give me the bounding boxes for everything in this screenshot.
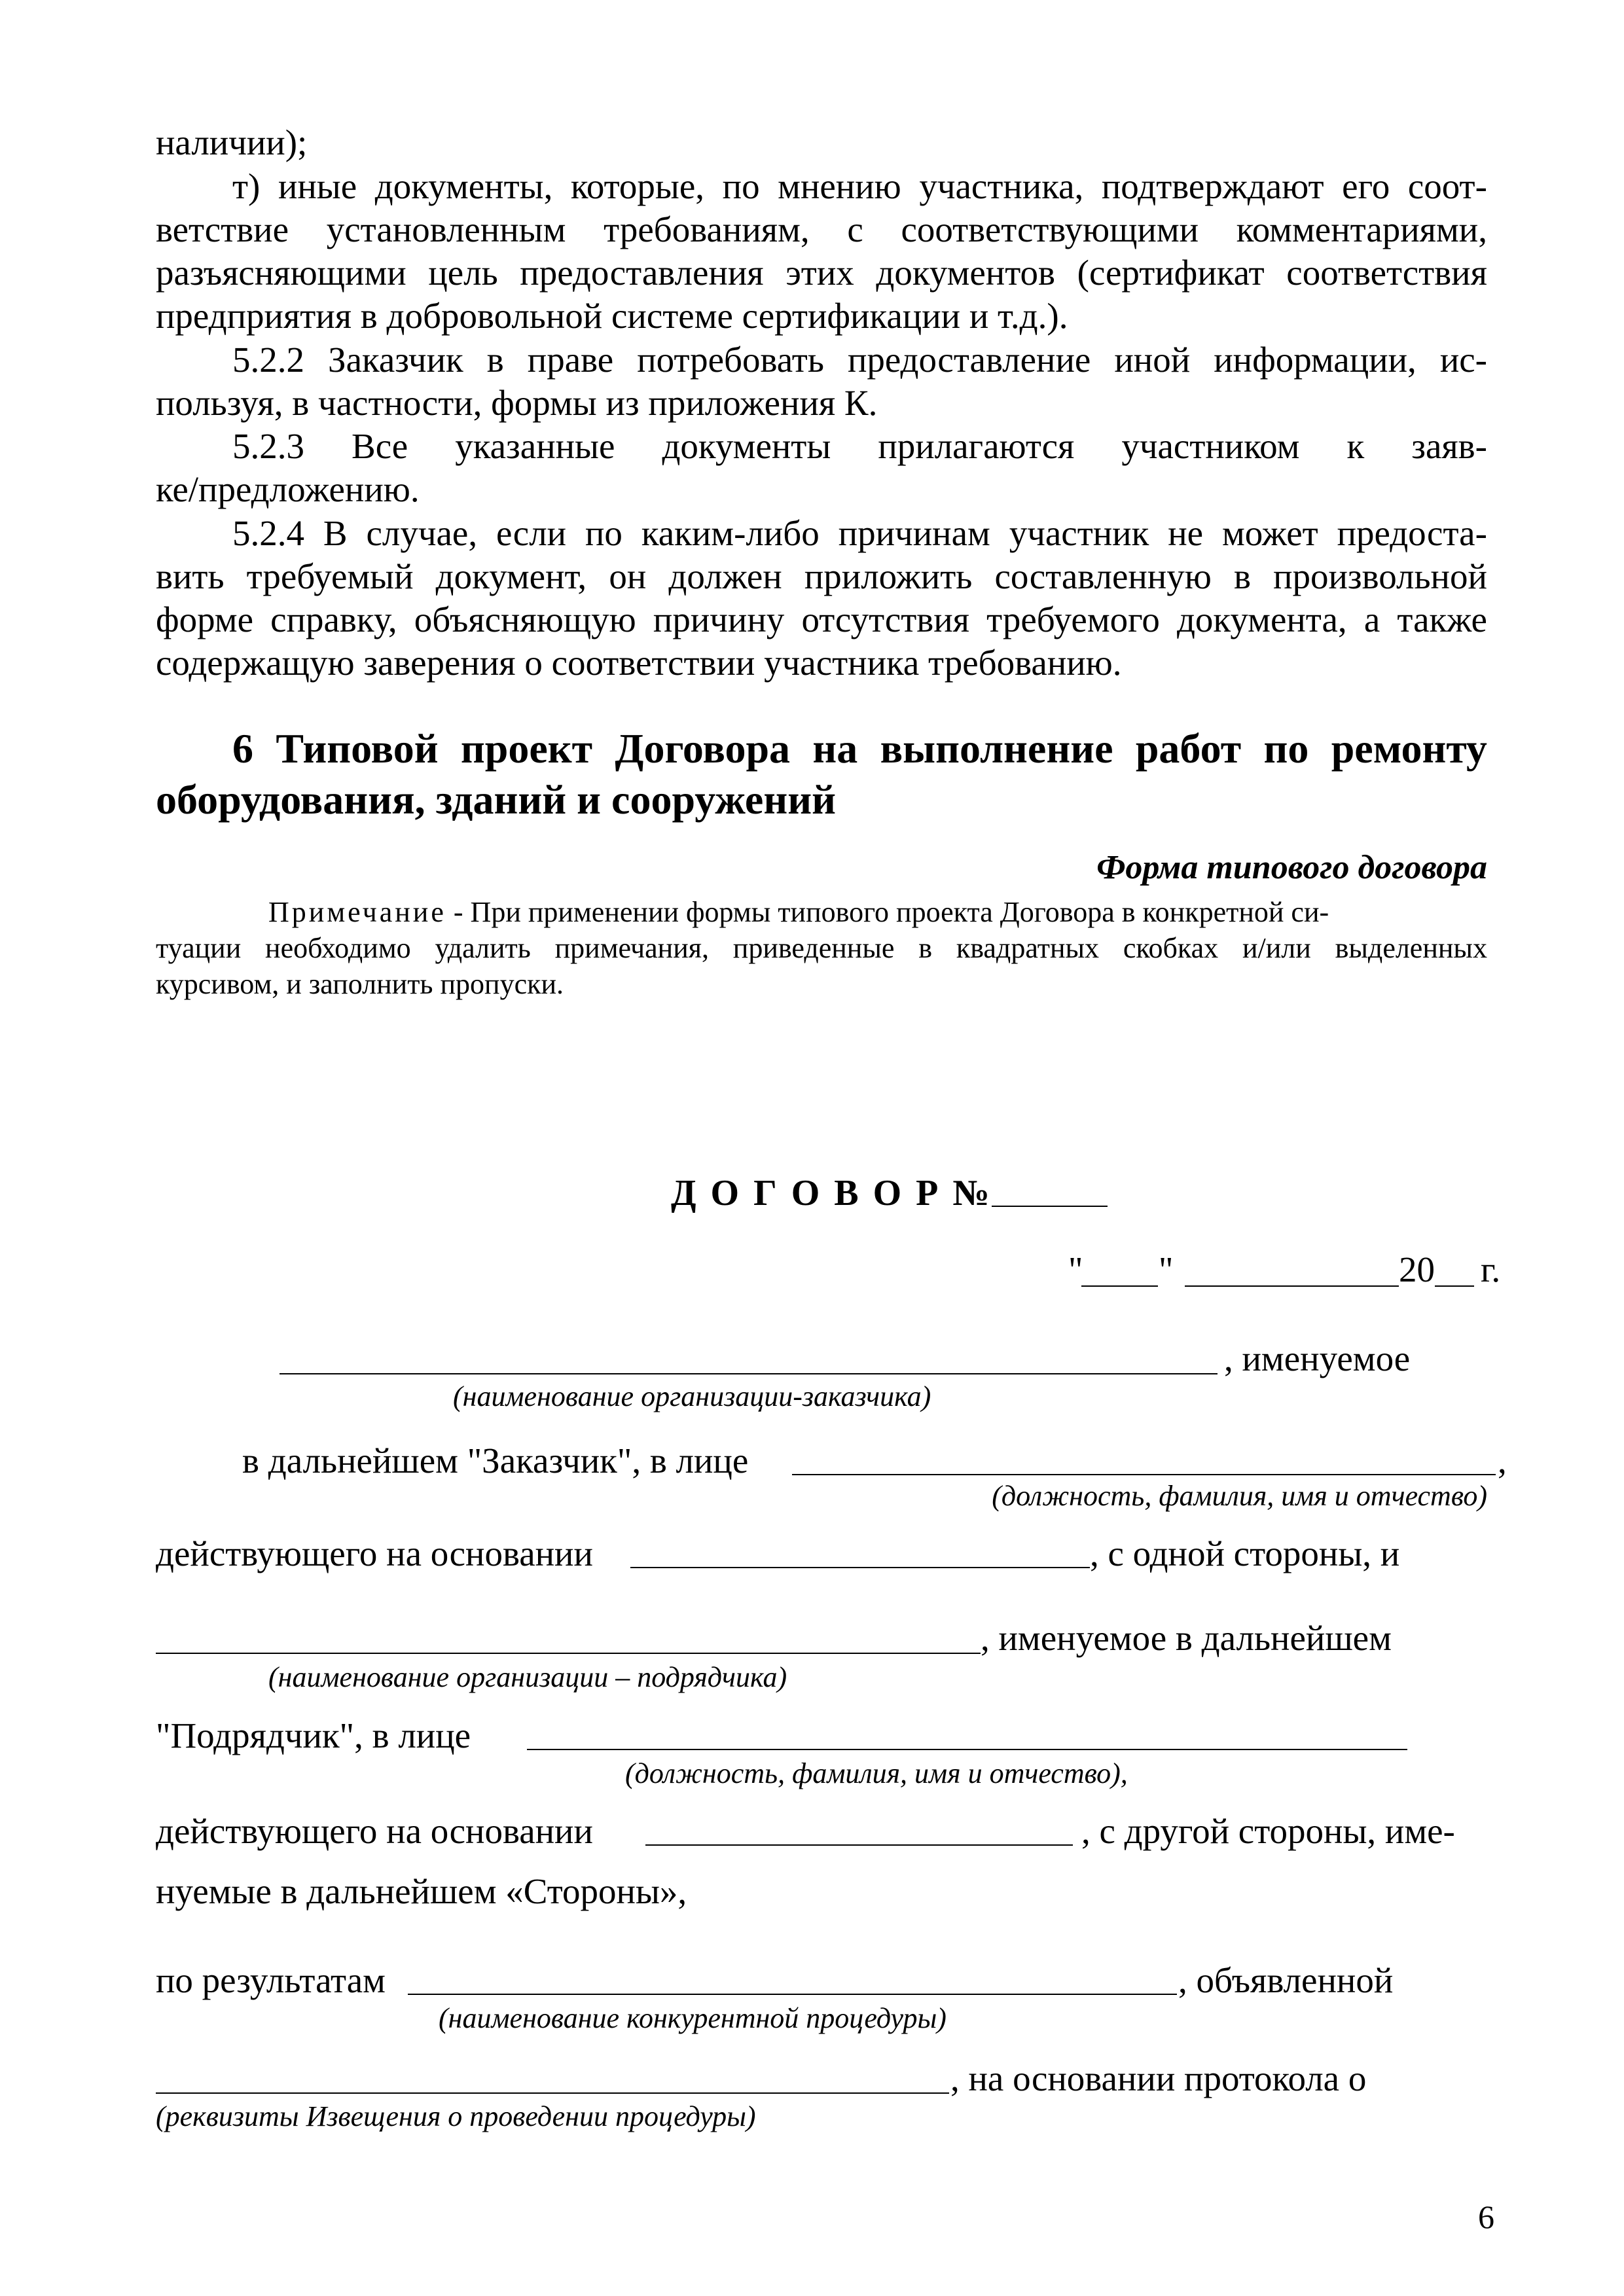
paragraph-522-line-1 (232, 342, 1487, 378)
word: цель (428, 253, 498, 293)
date-quote-open: " (1068, 1249, 1083, 1289)
word: также (1397, 600, 1487, 639)
word: он (609, 556, 647, 596)
word: праве (527, 340, 614, 380)
word: соот- (1407, 166, 1487, 206)
word: требованиям, (604, 209, 810, 249)
text-line: , объявленной (1178, 1960, 1394, 2000)
word: отсутствия (801, 600, 969, 639)
text-line: , с одной стороны, и (1090, 1534, 1400, 1573)
word: разъясняющими (156, 253, 406, 293)
word: этих (785, 253, 854, 293)
word: документа, (1176, 600, 1347, 639)
word: участник (1009, 513, 1149, 553)
word: заяв- (1411, 426, 1487, 466)
word: документ, (435, 556, 587, 596)
word: ветствие (156, 209, 289, 249)
text-line: , на основании протокола о (950, 2058, 1367, 2098)
word: Типовой (276, 725, 439, 772)
word: иной (1114, 340, 1191, 380)
text-line: предприятия в добровольной системе сертификации и т.д.). (156, 296, 1068, 336)
word: выполнение (880, 725, 1113, 772)
paragraph-524-line-1 (232, 515, 1487, 551)
word: не (1168, 513, 1204, 553)
word: если (496, 513, 567, 553)
word: требуемого (986, 600, 1160, 639)
caption: (наименование конкурентной процедуры) (439, 2002, 947, 2034)
word: составленную (994, 556, 1212, 596)
word: участником (1121, 426, 1300, 466)
section-heading-line-1 (232, 725, 1487, 772)
word: на (812, 725, 858, 772)
word: 6 (232, 725, 253, 772)
word: по (722, 166, 760, 206)
caption: (должность, фамилия, имя и отчество) (992, 1480, 1487, 1512)
word: приложить (804, 556, 973, 596)
contract-number-blank (992, 1206, 1108, 1207)
word: которые, (570, 166, 705, 206)
word: объясняющую (414, 600, 636, 639)
word: причинам (838, 513, 990, 553)
word: ремонту (1331, 725, 1487, 772)
paragraph-524-line-3 (156, 601, 1487, 637)
word: соответствующими (901, 209, 1199, 249)
text-line: , (1498, 1441, 1507, 1480)
word: Заказчик (328, 340, 463, 380)
text-line: наличии); (156, 122, 308, 162)
procedure-name-blank (408, 1994, 1177, 1995)
word: подтверждают (1101, 166, 1324, 206)
note-line-3: курсивом, и заполнить пропуски. (156, 968, 564, 1000)
page-number: 6 (1478, 2198, 1494, 2235)
word: работ (1135, 725, 1242, 772)
text-line: , именуемое в дальнейшем (981, 1618, 1392, 1658)
word: Все (352, 426, 408, 466)
word: вить (156, 556, 225, 596)
contractor-representative-blank (527, 1749, 1407, 1750)
text-line: по результатам (156, 1960, 386, 2000)
word: проект (460, 725, 593, 772)
word: предоставления (520, 253, 764, 293)
notice-details-blank (156, 2092, 949, 2094)
paragraph-t-line-3 (156, 255, 1487, 291)
word: потребовать (637, 340, 824, 380)
caption: (наименование организации – подрядчика) (268, 1661, 787, 1693)
word: прилагаются (878, 426, 1075, 466)
text-line: содержащую заверения о соответствии участника требованию. (156, 643, 1122, 683)
paragraph-524-line-2 (156, 558, 1487, 594)
text-line: в дальнейшем "Заказчик", в лице (242, 1441, 749, 1480)
note-label: Примечание (268, 896, 446, 928)
note-line-1 (268, 898, 1329, 927)
word: а (1363, 600, 1380, 639)
date-year-blank (1435, 1285, 1474, 1287)
word: предоста- (1337, 513, 1487, 553)
word: в (486, 340, 504, 380)
contractor-name-blank (156, 1653, 981, 1654)
word: Договора (615, 725, 791, 772)
date-quote-close: " (1159, 1249, 1174, 1289)
word: предоставление (847, 340, 1091, 380)
text-line: ке/предложению. (156, 469, 420, 509)
date-month-blank (1185, 1285, 1399, 1287)
word: требуемый (246, 556, 414, 596)
paragraph-t-line-1 (232, 168, 1487, 204)
word: документов (876, 253, 1056, 293)
date-day-blank (1081, 1285, 1158, 1287)
word: 5.2.2 (232, 340, 304, 380)
section-heading-line-2: оборудования, зданий и сооружений (156, 776, 836, 823)
date-year-suffix: г. (1481, 1249, 1501, 1289)
basis-blank (645, 1844, 1073, 1846)
word: справку, (270, 600, 397, 639)
word: установленным (326, 209, 566, 249)
note-line-2: туации необходимо удалить примечания, приведенные в квадратных скобках и/или выделенных (156, 932, 1487, 964)
word: (сертификат (1077, 253, 1265, 293)
word: к (1346, 426, 1365, 466)
customer-representative-blank (792, 1474, 1496, 1475)
word: мнению (778, 166, 901, 206)
text-line: нуемые в дальнейшем «Стороны», (156, 1871, 687, 1911)
word: т) (232, 166, 261, 206)
text-line: действующего на основании (156, 1534, 593, 1573)
word: участника, (919, 166, 1084, 206)
word: произвольной (1273, 556, 1487, 596)
word: должен (668, 556, 782, 596)
contract-title: Д О Г О В О Р № (671, 1173, 992, 1213)
customer-name-blank (280, 1373, 1218, 1374)
word: указанные (455, 426, 615, 466)
word: ис- (1439, 340, 1487, 380)
text-line: пользуя, в частности, формы из приложения К. (156, 383, 878, 423)
word: случае, (366, 513, 478, 553)
caption: (реквизиты Извещения о проведении процедуры) (156, 2100, 756, 2132)
word: В (323, 513, 348, 553)
form-label: Форма типового договора (1096, 849, 1487, 886)
word: документы, (374, 166, 553, 206)
word: документы (662, 426, 831, 466)
word: иные (278, 166, 357, 206)
word: информации, (1214, 340, 1416, 380)
date-year: 20 (1399, 1249, 1435, 1289)
word: 5.2.4 (232, 513, 304, 553)
text-line: , именуемое (1224, 1338, 1411, 1378)
word: 5.2.3 (232, 426, 304, 466)
caption: (должность, фамилия, имя и отчество), (625, 1757, 1128, 1789)
word: комментариями, (1236, 209, 1487, 249)
word: соответствия (1286, 253, 1487, 293)
word: по (1263, 725, 1309, 772)
text-line: , с другой стороны, име- (1081, 1811, 1455, 1851)
paragraph-523-line-1 (232, 428, 1487, 464)
word: с (847, 209, 863, 249)
word: по (585, 513, 623, 553)
note-text: - При применении формы типового проекта Договора в конкретной си- (453, 896, 1329, 928)
text-line: "Подрядчик", в лице (156, 1715, 471, 1755)
word: каким-либо (641, 513, 820, 553)
caption: (наименование организации-заказчика) (453, 1380, 931, 1412)
word: может (1222, 513, 1318, 553)
word: причину (653, 600, 785, 639)
word: форме (156, 600, 254, 639)
basis-blank (630, 1567, 1090, 1568)
paragraph-t-line-2 (156, 211, 1487, 247)
text-line: действующего на основании (156, 1811, 593, 1851)
word: в (1233, 556, 1251, 596)
word: его (1342, 166, 1390, 206)
